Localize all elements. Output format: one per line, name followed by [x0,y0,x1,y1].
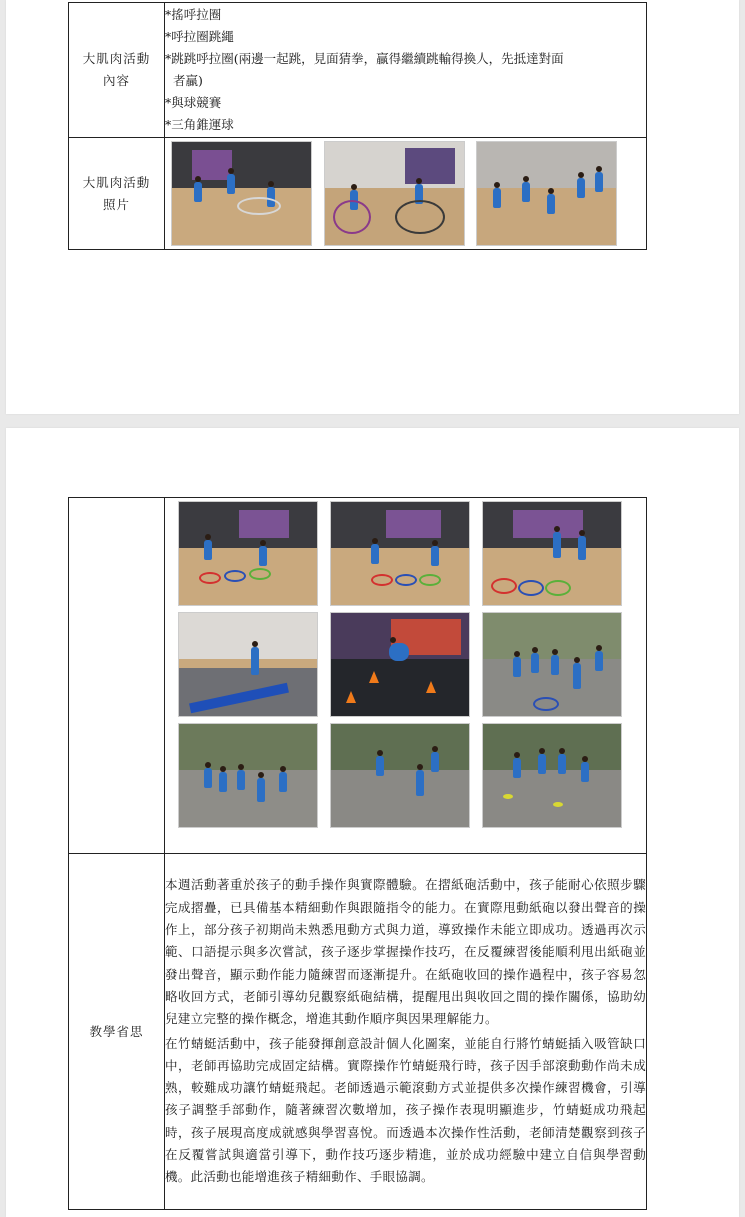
hoop-hopping-photo-3 [482,501,622,606]
outdoor-game-photo-2 [178,723,318,828]
reflection-row [69,854,647,1210]
reflection-text [165,854,647,1210]
activity-photo-label-line-2: 照片 [102,196,130,212]
reflection-paragraph-1: 本週活動著重於孩子的動手操作與實際體驗。在摺紙砲活動中，孩子能耐心依照步驟完成摺疊，已具備基本精細動作與跟隨指令的能力。在實際甩動紙砲以發出聲音的操作上，部分孩子初期尚未熟悉甩動方式與力道，導致操作未能立即成功。透過再次示範、口語提示與多次嘗試，孩子逐步掌握操作技巧，在反覆練習後能順利甩出紙砲並發出聲音，顯示動作能力隨練習而逐漸提升。在紙砲收回的操作過程中，孩子容易忽略收回方式，老師引導幼兒觀察紙砲結構，提醒甩出與收回之間的操作關係，協助幼兒建立完整的操作概念，增進其動作順序與因果理解能力。 [165,877,646,1027]
photo-grid-label-cell [69,498,165,854]
activity-item: *三角錐運球 [165,117,234,132]
activity-photo-label [69,138,165,250]
outdoor-game-photo-3 [330,723,470,828]
hula-hoop-photo-3 [476,141,617,246]
outdoor-game-photo-1 [482,612,622,717]
activity-item: *搖呼拉圈 [165,7,222,22]
hoop-hopping-photo-1 [178,501,318,606]
activity-content-list [165,3,647,138]
document-page-1 [6,0,739,414]
reflection-paragraph-2: 在竹蜻蜓活動中，孩子能發揮創意設計個人化圖案，並能自行將竹蜻蜓插入吸管缺口中，老師再協助完成固定結構。實際操作竹蜻蜓飛行時，孩子因手部滾動動作尚未成熟，較難成功讓竹蜻蜓飛起。老師透過示範滾動方式並提供多次操作練習機會，引導孩子調整手部動作，隨著練習次數增加，孩子操作表現明顯進步，竹蜻蜓成功飛起時，孩子展現高度成就感與學習喜悅。而透過本次操作性活動，老師清楚觀察到孩子在反覆嘗試與適當引導下，動作技巧逐步精進，並於成功經驗中建立自信與學習動機。此活動也能增進孩子精細動作、手眼協調。 [165,1035,646,1185]
cone-dribbling-photo [330,612,470,717]
outdoor-game-photo-4 [482,723,622,828]
balance-mat-photo [178,612,318,717]
hula-hoop-photo-2 [324,141,465,246]
activity-content-label [69,3,165,138]
hoop-hopping-photo-2 [330,501,470,606]
hula-hoop-photo-1 [171,141,312,246]
activity-content-label-line-1: 大肌肉活動 [82,51,151,66]
reflection-label: 教學省思 [69,854,165,1210]
activity-item: *與球競賽 [165,95,222,110]
activity-photo-label-line-1: 大肌肉活動 [82,174,151,190]
activity-content-label-line-2: 內容 [102,73,130,88]
activity-content-row [69,3,647,138]
activity-item: *跳跳呼拉圈(兩邊一起跳，見面猜拳，贏得繼續跳輸得換人，先抵達對面 [165,51,564,66]
activity-item: *呼拉圈跳繩 [165,29,234,44]
activity-item-continuation: 者贏) [173,73,203,88]
document-page-2 [6,428,739,1217]
